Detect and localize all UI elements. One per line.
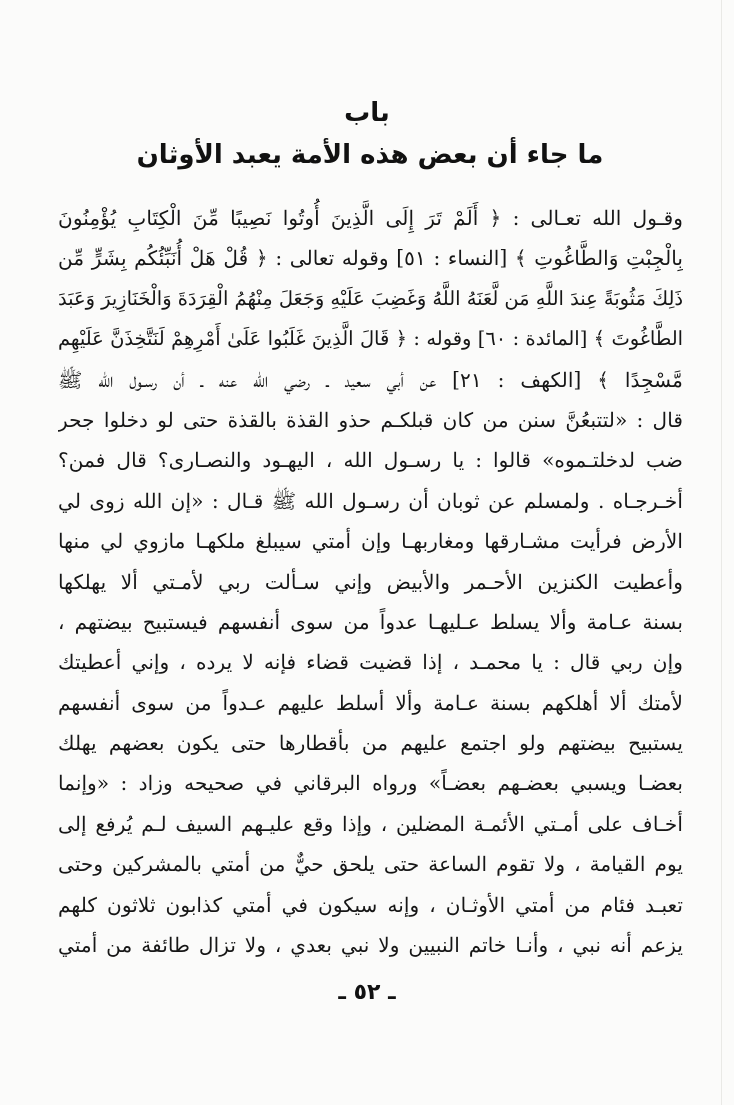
page-edge-line bbox=[721, 0, 722, 1105]
text-line: ذَلِكَ مَثُوبَةً عِندَ اللَّهِ مَن لَّعَنَهُ اللَّهُ وَغَضِبَ عَلَيْهِ وَجَعَلَ مِنْهُمُ الْقِرَدَةَ وَالْخَنَازِيرَ وَعَبَدَ bbox=[58, 286, 683, 310]
text-line: بعضـا ويسبي بعضـهم بعضـاً» ورواه البرقاني في صحيحه وزاد : «وإنما bbox=[58, 771, 683, 796]
text-line: بِالْجِبْتِ وَالطَّاغُوتِ ﴾ [النساء : ٥١] وقوله تعالى : ﴿ قُلْ هَلْ أُنَبِّئُكُم بِشَرٍّ مِّن bbox=[58, 246, 683, 271]
text-line: أخـرجـاه . ولمسلم عن ثوبان أن رسـول الله ﷺ قـال : «إن الله زوى لي bbox=[58, 488, 683, 513]
body-text bbox=[58, 198, 683, 965]
chapter-title: ما جاء أن بعض هذه الأمة يعبد الأوثان bbox=[136, 140, 604, 170]
text-line: تعبـد فئام من أمتي الأوثـان ، وإنه سيكون في أمتي كذابون ثلاثون كلهم bbox=[58, 892, 683, 917]
chapter-label: باب bbox=[344, 98, 390, 128]
text-line: وأعطيت الكنزين الأحـمر والأبيض وإني سـألت ربي لأمـتي ألا يهلكها bbox=[58, 569, 683, 594]
text-line: قال : «لتتبعُنَّ سنن من كان قبلكـم حذو القذة بالقذة حتى لو دخلوا جحر bbox=[58, 407, 683, 432]
text-line: بسنة عـامة وألا يسلط عـليهـا عدواً من سوى أنفسهم فيستبيح بيضتهم ، bbox=[58, 609, 683, 634]
text-line: يزعم أنه نبي ، وأنـا خاتم النبيين ولا نبي بعدي ، ولا تزال طائفة من أمتي bbox=[58, 933, 683, 958]
page-number: ـ ٥٢ ـ bbox=[338, 980, 396, 1005]
text-line: يستبيح بيضتهم ولو اجتمع عليهم من بأقطارها حتى يكون بعضهم يهلك bbox=[58, 731, 683, 756]
text-line: لأمتك ألا أهلكهم بسنة عـامة وألا أسلط عليهم عـدواً من سوى أنفسهم bbox=[58, 690, 683, 715]
text-line: مَّسْجِدًا ﴾ [الكهف : ٢١] عن أبي سعيد ـ رضي الله عنه ـ أن رسـول الله ﷺ bbox=[58, 367, 683, 392]
text-line: الأرض فرأيت مشـارقها ومغاربهـا وإن أمتي سيبلغ ملكهـا مازوي لي منها bbox=[58, 529, 683, 554]
text-line: أخـاف على أمـتي الأئمـة المضلين ، وإذا وقع عليـهم السيف لـم يُرفع إلى bbox=[58, 811, 683, 836]
text-line: الطَّاغُوتَ ﴾ [المائدة : ٦٠] وقوله : ﴿ قَالَ الَّذِينَ غَلَبُوا عَلَىٰ أَمْرِهِمْ لَنَتَّخِذَنَّ عَلَيْهِم bbox=[58, 327, 683, 351]
text-line: ضب لدخلتـموه» قالوا : يا رسـول الله ، اليهـود والنصـارى؟ قال فمن؟ bbox=[58, 448, 683, 473]
text-line: يوم القيامة ، ولا تقوم الساعة حتى يلحق حيٌّ من أمتي بالمشركين وحتى bbox=[58, 852, 683, 877]
text-line: وإن ربي قال : يا محمـد ، إذا قضيت قضاء فإنه لا يرده ، وإني أعطيتك bbox=[58, 650, 683, 675]
text-line: وقـول الله تعـالى : ﴿ أَلَمْ تَرَ إِلَى الَّذِينَ أُوتُوا نَصِيبًا مِّنَ الْكِتَابِ يُؤْمِنُونَ bbox=[58, 206, 683, 230]
